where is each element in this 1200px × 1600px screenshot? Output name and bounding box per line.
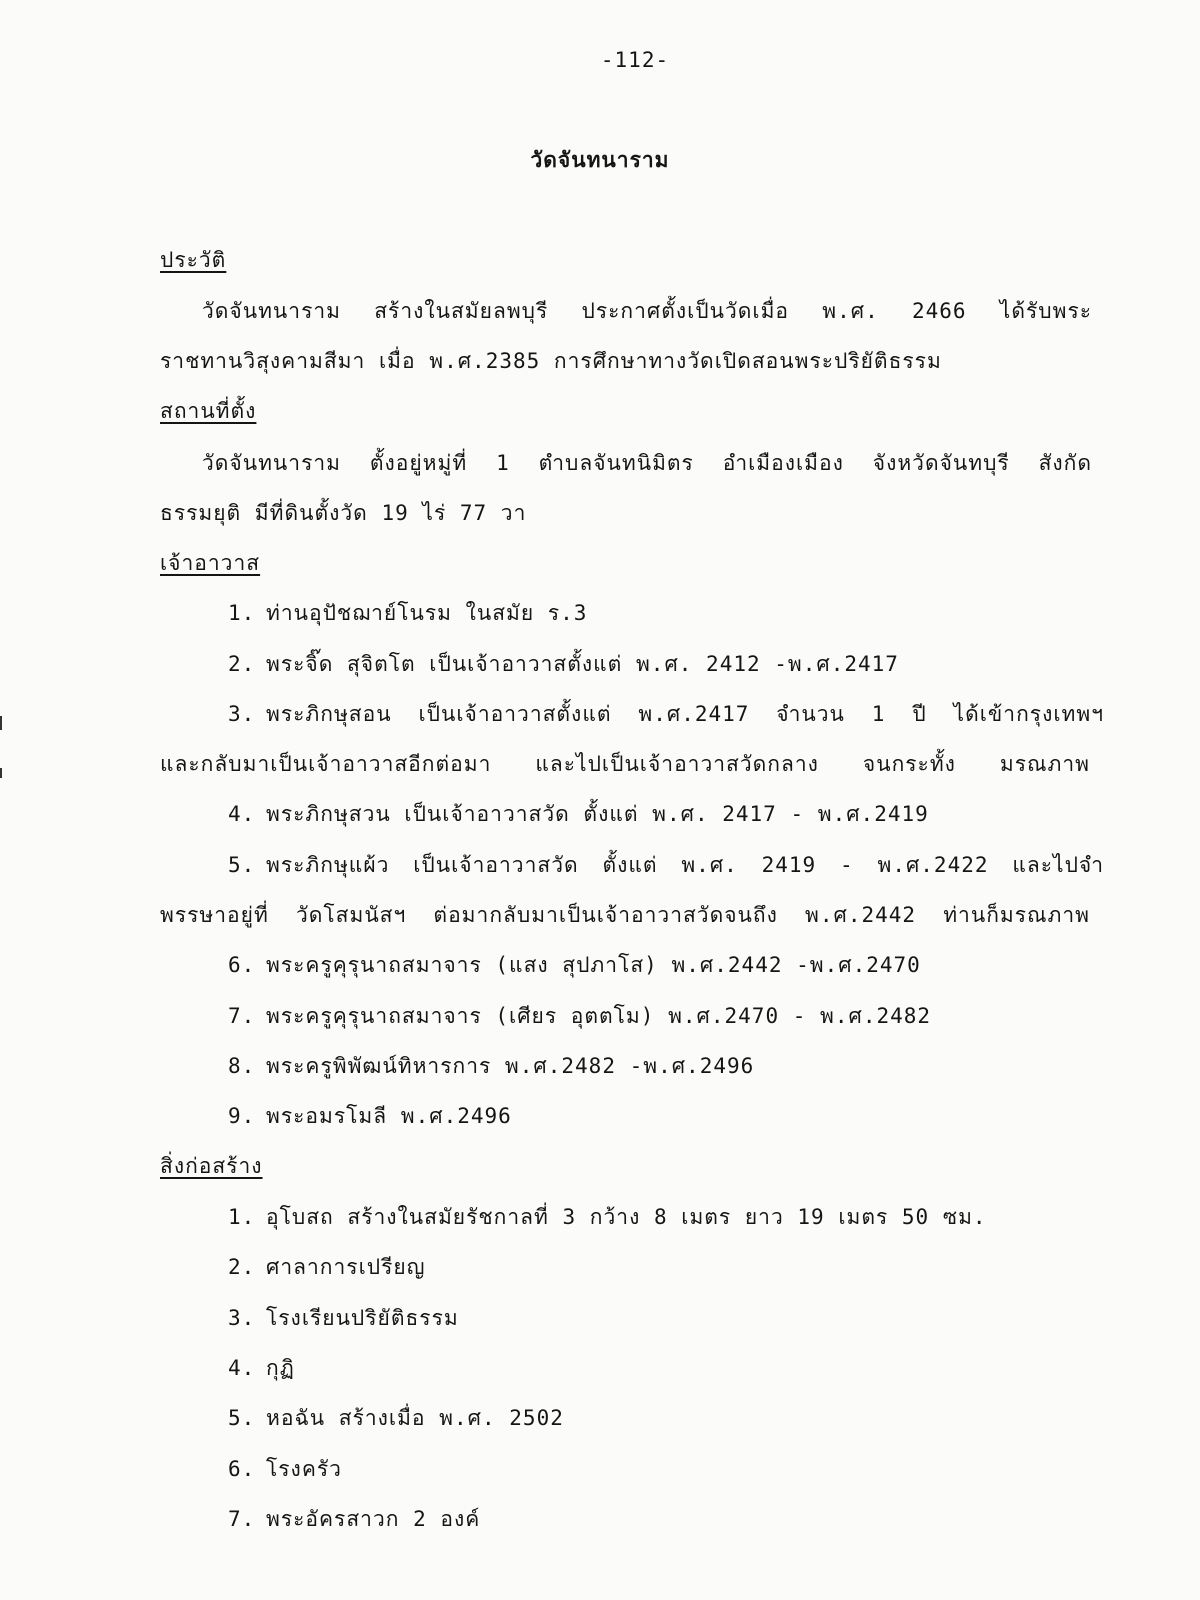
list-item-number: 6. — [228, 1457, 256, 1481]
location-paragraph-line: ธรรมยุติ มีที่ดินตั้งวัด 19 ไร่ 77 วา — [160, 501, 527, 525]
list-item-number: 5. — [228, 1406, 256, 1430]
list-item-number: 7. — [228, 1507, 256, 1531]
list-item — [228, 800, 929, 828]
list-item-continuation: และกลับมาเป็นเจ้าอาวาสอีกต่อมา และไปเป็นเจ้าอาวาสวัดกลาง จนกระทั้ง มรณภาพ — [160, 752, 1090, 776]
list-item — [228, 1304, 459, 1332]
list-item-text: พระครูคุรุนาถสมาจาร (เศียร อุตตโม) พ.ศ.2470 - พ.ศ.2482 — [266, 1004, 932, 1028]
location-paragraph-line: วัดจันทนาราม ตั้งอยู่หมู่ที่ 1 ตำบลจันทนิมิตร อำเมืองเมือง จังหวัดจันทบุรี สังกัด — [202, 451, 1092, 475]
list-item-text: กุฏิ — [266, 1356, 295, 1380]
list-item-number: 3. — [228, 1306, 256, 1330]
list-item — [228, 1253, 426, 1281]
list-item-number: 6. — [228, 953, 256, 977]
list-item-number: 8. — [228, 1054, 256, 1078]
list-item-continuation: พรรษาอยู่ที่ วัดโสมนัสฯ ต่อมากลับมาเป็นเจ้าอาวาสวัดจนถึง พ.ศ.2442 ท่านก็มรณภาพ — [160, 903, 1090, 927]
list-item-number: 3. — [228, 702, 256, 726]
list-item-text: พระอัครสาวก 2 องค์ — [266, 1507, 481, 1531]
section-heading-history: ประวัติ — [160, 248, 227, 272]
list-item-text: ท่านอุปัชฌาย์โนรม ในสมัย ร.3 — [266, 601, 588, 625]
list-item-number: 7. — [228, 1004, 256, 1028]
list-item-text: หอฉัน สร้างเมื่อ พ.ศ. 2502 — [266, 1406, 564, 1430]
section-heading-abbots: เจ้าอาวาส — [160, 551, 261, 575]
list-item — [228, 1455, 342, 1483]
list-item — [228, 1203, 987, 1231]
list-item-text: พระจิ๊ด สุจิตโต เป็นเจ้าอาวาสตั้งแต่ พ.ศ. 2412 -พ.ศ.2417 — [266, 652, 899, 676]
scan-edge-mark — [0, 768, 2, 778]
list-item-text: โรงครัว — [266, 1457, 342, 1481]
page-number: -112- — [600, 48, 670, 72]
list-item-text: ศาลาการเปรียญ — [266, 1255, 426, 1279]
list-item-text: พระภิกษุแผ้ว เป็นเจ้าอาวาสวัด ตั้งแต่ พ.ศ. 2419 - พ.ศ.2422 และไปจำ — [266, 853, 1104, 877]
list-item-number: 9. — [228, 1104, 256, 1128]
list-item — [228, 851, 1104, 879]
section-heading-location: สถานที่ตั้ง — [160, 399, 257, 423]
list-item — [228, 650, 899, 678]
history-paragraph-line: ราชทานวิสุงคามสีมา เมื่อ พ.ศ.2385 การศึกษาทางวัดเปิดสอนพระปริยัติธรรม — [160, 349, 942, 373]
list-item — [228, 1404, 564, 1432]
list-item-number: 1. — [228, 1205, 256, 1229]
list-item-text: พระครูคุรุนาถสมาจาร (แสง สุปภาโส) พ.ศ.2442 -พ.ศ.2470 — [266, 953, 921, 977]
list-item — [228, 599, 587, 627]
list-item — [228, 700, 1104, 728]
list-item-number: 2. — [228, 1255, 256, 1279]
list-item-number: 1. — [228, 601, 256, 625]
list-item-number: 4. — [228, 1356, 256, 1380]
list-item — [228, 1102, 512, 1130]
section-heading-buildings: สิ่งก่อสร้าง — [160, 1154, 263, 1178]
list-item — [228, 1505, 480, 1533]
list-item-text: พระอมรโมลี พ.ศ.2496 — [266, 1104, 512, 1128]
list-item-text: โรงเรียนปริยัติธรรม — [266, 1306, 459, 1330]
scan-edge-mark — [0, 716, 2, 730]
document-title: วัดจันทนาราม — [530, 148, 670, 172]
list-item-text: อุโบสถ สร้างในสมัยรัชกาลที่ 3 กว้าง 8 เมตร ยาว 19 เมตร 50 ซม. — [266, 1205, 987, 1229]
list-item-text: พระภิกษุสอน เป็นเจ้าอาวาสตั้งแต่ พ.ศ.2417 จำนวน 1 ปี ได้เข้ากรุงเทพฯ — [266, 702, 1104, 726]
list-item-text: พระครูพิพัฒน์ทิหารการ พ.ศ.2482 -พ.ศ.2496 — [266, 1054, 755, 1078]
list-item — [228, 951, 921, 979]
list-item-text: พระภิกษุสวน เป็นเจ้าอาวาสวัด ตั้งแต่ พ.ศ. 2417 - พ.ศ.2419 — [266, 802, 929, 826]
list-item — [228, 1002, 931, 1030]
history-paragraph-line: วัดจันทนาราม สร้างในสมัยลพบุรี ประกาศตั้งเป็นวัดเมื่อ พ.ศ. 2466 ได้รับพระ — [202, 299, 1092, 323]
list-item-number: 2. — [228, 652, 256, 676]
list-item — [228, 1052, 754, 1080]
list-item-number: 5. — [228, 853, 256, 877]
list-item — [228, 1354, 295, 1382]
list-item-number: 4. — [228, 802, 256, 826]
